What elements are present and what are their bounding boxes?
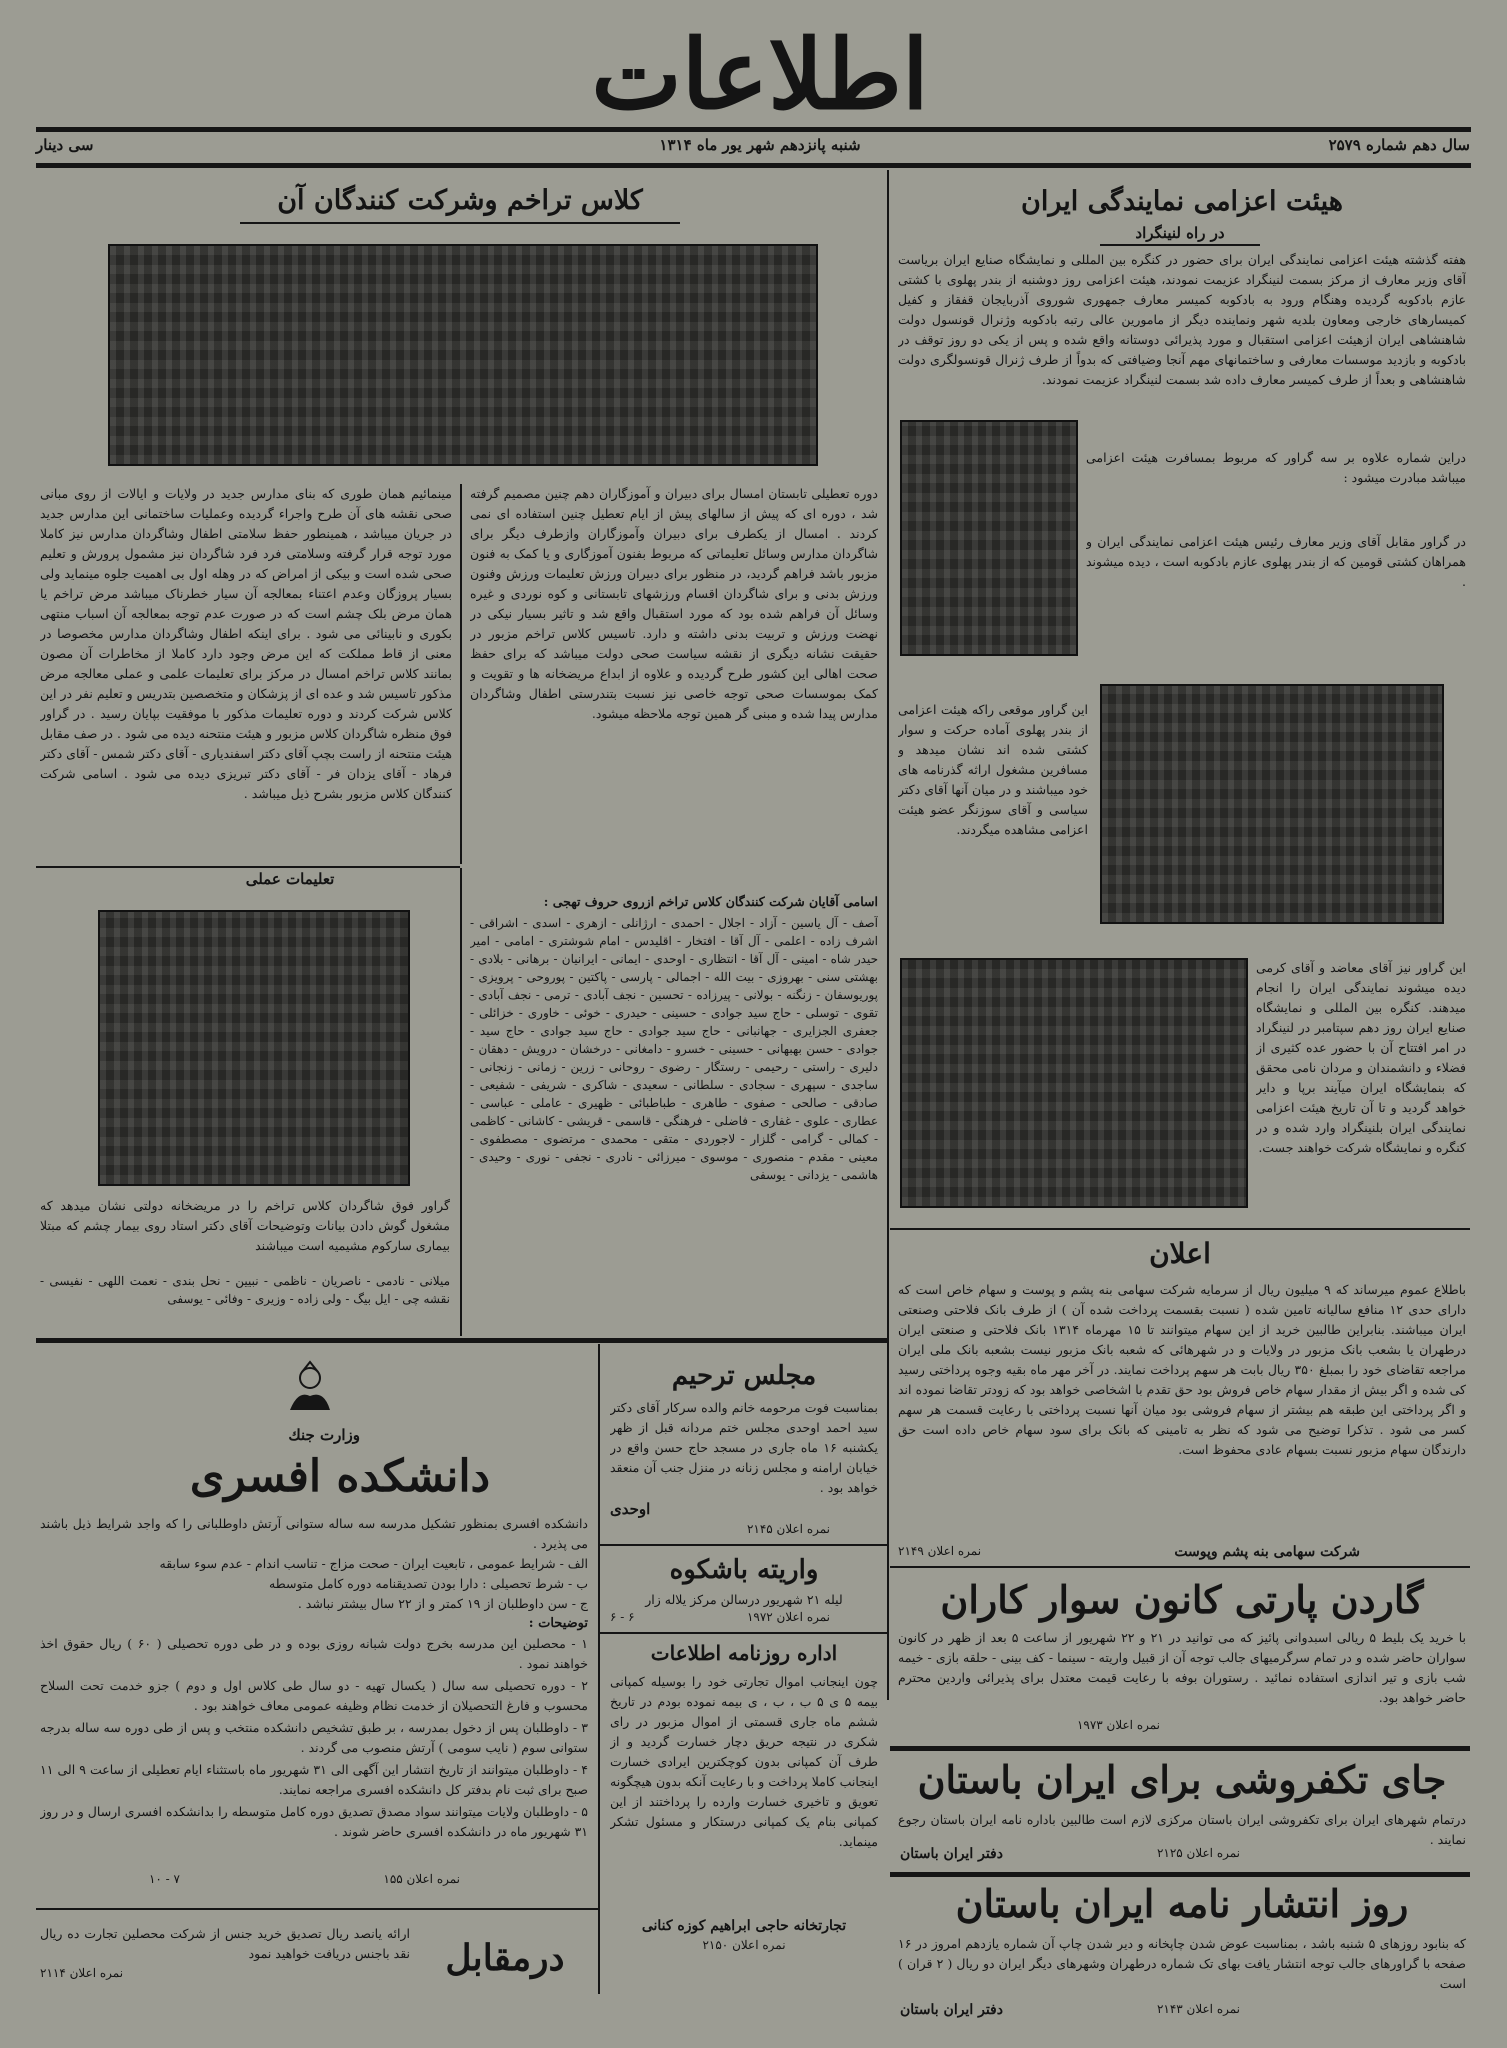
admin-title: اداره روزنامه اطلاعات [650,1641,838,1665]
delegation-officials-photo [900,958,1248,1208]
admin-number: نمره اعلان ۲۱۵۰ [702,1938,786,1952]
garden-body: با خرید یک بلیط ۵ ریالی اسبدوانی پائیز که می توانید در ۲۱ و ۲۲ شهریور از ساعت ۵ بعد از ظهر در کانون سواران حاضر شده و در تمام سرگرمیهای جالب توجه آن از قبیل واریته - سینما - کف بینی - حلقه بازی - خیمه شب بازی و تیر اندازی استفاده نمائید . رستوران بوفه با رعایت قیمت معتدل برای پذیرائی واردین محترم حاضر خواهد بود. [898,1630,1466,1705]
delegation-subhead: در راه لنینگراد [1100,222,1260,246]
participant-names-tail: میلانی - نادمی - ناصریان - ناظمی - نبیین - نحل بندی - نعمت اللهی - نفیسی - نقشه چی - ایل بیگ - ولی زاده - وزیری - وفائی - یوسفی [40,1274,450,1306]
names-intro: اسامی آقایان شرکت کنندگان کلاس تراخم ازروی حروف تهجی : [543,894,878,909]
garden-number: نمره اعلان ۱۹۷۳ [1076,1718,1160,1732]
class-col-left: مینمائیم همان طوری که بنای مدارس جدید در ولایات و ایالات از روی مبانی صحی نقشه های آن طرح واجراء گردیده وعملیات ساختمانی این مدارس جدید در جریان میباشد ، همینطور حفظ سلامتی اطفال وشاگردان مدارس نیز کاملا مورد توجه قرار گرفته وسلامتی فرد فرد شاگردان نیز مشمول پرورش و تعلیم صحی شده است و بیکی از امراض که در وهله اول بی اهمیت جلوه مینماید ولی بسیار پروزگان وعدم اعتناء بمعالجه آن سیار خطرناک میباشد مرض تراخم یا همان مرض بلک چشم است که در صورت عدم توجه بمعالجه آن اسباب منتهی بکوری و نابینائی می شود . برای اینکه اطفال وشاگردان مدارس مخصوصا در معنی از قاط مملکت که این مرض وجود دارد کاملا از مخاطرات آن مصون بمانند کلاس تراخم امسال در مرکز برای تعلیمات علمی و عملی معالجه مرض مذکور تاسیس شد و عده ای از پزشکان و متخصصین بتدریس و تعلیم نفر در این کلاس شرکت کردند و دوره تعلیمات مذکور با موفقیت بپایان رسید . در گراور فوق منظره شاگردان کلاس مزبور و هیئت منتحنه دیده می شود . در صف مقابل هیئت منتحنه از راست بچپ آقای دکتر اسفندیاری - آقای دکتر شمس - آقای دکتر فرهاد - آقای یزدان فر - آقای دکتر تبریزی دیده می شود . اسامی شرکت کنندگان کلاس مزبور بشرح ذیل میباشد . [40,486,452,801]
war-notes-title: توضیحات : [528,1616,588,1631]
variety-title: واریته باشکوه [669,1555,819,1585]
publish-office: دفتر ایران باستان [900,2002,1003,2018]
war-note-3: ۳ - داوطلبان پس از دخول بمدرسه ، بر طبق تشخیص دانشکده منتخب و پس از طی دوره سه ساله بدرجه ستوانی سوم ( نایب سومی ) آرتش منصوب می گردند . [40,1720,588,1755]
mourning-title: مجلس ترحیم [671,1361,817,1391]
class-column-divider [460,484,462,864]
notice-body: باطلاع عموم میرساند که ۹ میلیون ریال از سرمایه شرکت سهامی بنه پشم و پوست و سهام خاص است که دارای حدی ۱۲ منافع سالیانه تامین شده ( نسبت بقسمت پرداخت شده آن ) از طرف بانک فلاحتی وصنعتی ایران میباشند. بنابراین طالبین خرید از این سهام میتوانند تا ۱۵ مهرماه ۱۳۱۴ بانک فلاحتی و صنعتی ایران درطهران یا بشعب بانک مزبور در ولایات و در شهرهائی که شعبه بانک مزبور نیست بشعبه بانک ملی ایران مراجعه تقاضای خود را بمبلغ ۳۵۰ ریال بابت هر سهم پرداخت نمایند. در آخر مهر ماه بقیه وجوه پرداختی رسید کی شده و اگر بیش از مقدار سهام خاص فروش بود حق تقدم با اشخاصی خواهد بود که زودتر تقاضا نموده اند و اگر پرداختی این طبقه هم بیشتر از سهام فروشی بود میان آنها نسبت پرداختی با رعایت قسمت هر سهم کسر می شود . تذکرا توضیح می شود که نظر به تامینی که بانک برای سود سهام خاص داده است حق دارندگان سهام مزبور نسبت بسهام عادی محفوظ است. [898,1282,1466,1457]
bottom-section-rule [36,1338,887,1343]
delegation-headline: هیئت اعزامی نمایندگی ایران [1020,186,1343,217]
masthead-title: اطلاعات [591,18,929,131]
practical-caption: گراور فوق شاگردان کلاس تراخم را در مریضخانه دولتی نشان میدهد که مشغول گوش دادن بیانات وتوضیحات آقای دکتر استاد روی بیمار چشم که مبتلا بیماری سارکوم مشیمیه است میباشند [40,1198,450,1253]
shop-number: نمره اعلان ۲۱۲۵ [1156,1846,1240,1860]
masthead-rule-top [36,127,1471,132]
admin-rule [600,1632,887,1634]
publish-title: روز انتشار نامه ایران باستان [955,1881,1409,1926]
notice-number: نمره اعلان ۲۱۴۹ [898,1544,982,1558]
opposite-rule [36,1908,598,1910]
war-note-4: ۴ - داوطلبان میتوانند از تاریخ انتشار این آگهی الی ۳۱ شهریور ماه باستثناء ایام تعطیلی از ساعت ۹ الی ۱۱ صبح برای ثبت نام بدفتر کل دانشکده افسری مراجعه نمایند. [40,1762,588,1797]
delegation-caption-2: این گراور موقعی راکه هیئت اعزامی از بندر پهلوی آماده حرکت و سوار کشتی شده اند نشان میدهد و مسافرین مشغول اراثه گذرنامه های خود میباشند و در میان آنها آقای دکتر سیاسی و آقای سوزنگر عضو هیئت اعزامی مشاهده میگردند. [898,702,1088,837]
war-intro: دانشکده افسری بمنظور تشکیل مدرسه سه ساله ستوانی آرتش داوطلبانی را که واجد شرایط ذیل باشند می پذیرد . [40,1516,588,1551]
admin-body: چون اینجانب اموال تجارتی خود را بوسیله کمپانی بیمه ۵ ی ۵ ب ، ب ، ی بیمه نموده بودم در تاریخ ششم ماه جاری قسمتی از اموال مزبور در رای شکری در نتیجه حریق دچار خسارت گردید و از طرف آن کمپانی بدون کوچکترین ایرادی خسارت اینجانب کاملا پرداخت و با رعایت آنکه بدون هیچگونه تعویق و تاخیری خسارت وارده را پرداختند از این کمپانی بنام یک کمپانی درستکار و مسئول تشکر مینماید. [610,1674,878,1849]
delegation-photo-note: دراین شماره علاوه بر سه گراور که مربوط بمسافرت هیئت اعزامی میباشد مبادرت میشود : [1086,450,1466,485]
practical-title: تعلیمات عملی [245,870,335,888]
garden-title: گاردن پارتی کانون سوار کاران [940,1577,1424,1622]
shop-rule [890,1746,1470,1751]
garden-rule [890,1566,1470,1568]
variety-rule [600,1544,887,1546]
war-item-c: ج - سن داوطلبان از ۱۹ کمتر و از ۲۲ سال بیشتر نباشد . [297,1596,588,1611]
class-col-right: دوره تعطیلی تابستان امسال برای دبیران و آموزگاران دهم چنین مصمیم گرفته شد ، دوره ای که پیش از سالهای پیش از ایام تعطیل چنین استفاده ای نمی کردند . امسال از یکطرف برای دبیران وآموزگاران وازطرف دیگر برای شاگردان مدارس وسائل تعلیماتی که مربوط بفنون آموزگاری و یا کمک به فنون مزبور باشد فراهم گردید، در منظور برای دبیران ورزش تعلیمات ورزش وفنون ورزش بدنی و برای شاگردان اقسام ورزشهای تابستانی و کوه نوردی و غیره وسائل آن فراهم شده بود که مورد استقبال واقع شد و تاثیر بسیار نیکی در نهضت ورزش و تربیت بدنی داشته و دارد. تاسیس کلاس تراخم مزبور در حقیقت نشانه دیگری از نقشه سیاست صحی دولت میباشد که برای حفظ صحت اهالی این کشور طرح گردیده و علاوه از ابداع مریضخانه ها و تقویت و کمک بموسسات صحی توجه خاصی نیز نسبت بتندرستی اطفال وشاگردان مدارس پیدا شده و مبنی گر همین توجه ملاحظه میشود. [470,486,878,721]
war-title: دانشکده افسری [189,1451,491,1502]
war-note-2: ۲ - دوره تحصیلی سه سال ( یکسال تهیه - دو سال طی کلاس اول و دوم ) جزو خدمت تحت السلاح محسوب و فارغ التحصیلان از خدمت نظام وظیفه عمومی معاف خواهند بود . [40,1678,588,1713]
issue-date: شنبه پانزدهم شهر یور ماه ۱۳۱۴ [659,136,861,154]
war-item-b: ب - شرط تحصیلی : دارا بودن تصدیقنامه دوره کامل متوسطه [269,1576,588,1591]
class-group-photo [108,244,818,466]
publish-number: نمره اعلان ۲۱۴۳ [1156,2002,1240,2016]
column-divider-main [887,170,889,1700]
opposite-title: درمقابل [445,1937,565,1979]
variety-code: ۶ - ۶ [610,1610,635,1624]
shop-title: جای تکفروشی برای ایران باستان [917,1757,1447,1802]
admin-sign: تجارتخانه حاجی ابراهیم کوزه کنانی [641,1918,847,1934]
delegation-body: هفته گذشته هیئت اعزامی نمایندگی ایران برای حضور در کنگره بین المللی و نمایشگاه صنایع ایران بریاست آقای وزیر معارف از مرکز بسمت لنینگراد عزیمت نمودند، هیئت اعزامی روز دوشنبه از بندر پهلوی با کشتی عازم بادکوبه گردیده وهنگام ورود به بادکوبه کمیسر معارف جمهوری شوروی آذربایجان قفقاز و کفیل کمیسارهای خارجی ومعاون بلدیه شهر ونماینده دیگر از مامورین عالی رتبه بادکوبه وژنرال قونسول دولت شاهنشاهی ایران ازهیئت اعزامی استقبال و مورد پذیرائی دوستانه واقع شده و پس از یکی دو روز توقف در بادکوبه و بازدید موسسات معارفی و ساختمانهای مهم آنجا وضیافتی که بدواً از طرف ژنرال قونسولگری دولت شاهنشاهی و بعداً از طرف کمیسر معارف داده شد بسمت لنینگراد عزیمت نمودند. [898,252,1466,387]
war-item-a: الف - شرایط عمومی ، تابعیت ایران - صحت مزاج - تناسب اندام - عدم سوء سابقه [159,1556,588,1571]
practical-photo [98,910,410,1186]
class-headline: کلاس تراخم وشرکت کنندگان آن [240,180,680,224]
war-number: نمره اعلان ۱۵۵ [383,1872,460,1886]
delegation-caption-3: این گراور نیز آقای معاضد و آقای کرمی دیده میشوند نمایندگی ایران را انجام میدهند. کنگره بین المللی و نمایشگاه صنایع ایران روز دهم سپتامبر در لنینگراد در امر افتتاح آن با حضور عده کثیری از فضلاء و دانشمندان و مردان نامی محقق که بنمایشگاه ایران میآیند برپا و دایر خواهد گردید و تا آن تاریخ هیئت اعزامی نمایندگی ایران بلنینگراد وارد شده و در کنگره و نمایشگاه شرکت خواهند جست. [1256,960,1466,1155]
issue-price: سی دینار [36,136,94,154]
issue-number: سال دهم شماره ۲۵۷۹ [1328,136,1470,154]
lion-and-sun-emblem [280,1360,340,1422]
notice-rule [890,1228,1470,1230]
war-code: ۷ - ۱۰ [148,1872,180,1886]
delegation-ship-photo [900,420,1078,656]
masthead-rule-bottom [36,163,1471,168]
names-divider [460,868,462,1336]
war-ministry-name: وزارت جنك [288,1426,360,1444]
variety-body: لیله ۲۱ شهریور درسالن مرکز یلاله زار [645,1592,843,1607]
notice-title: اعلان [1149,1237,1211,1270]
shop-body: درتمام شهرهای ایران برای تکفروشی ایران باستان مرکزی لازم است طالبین باداره نامه ایران باستان رجوع نمایند . [898,1812,1466,1847]
opposite-number: نمره اعلان ۲۱۱۴ [40,1966,124,1980]
publish-body: که بنابود روزهای ۵ شنبه باشد ، بمناسبت عوض شدن چاپخانه و دیر شدن چاپ آن شماره یازدهم امروز در ۱۶ صفحه با گراورهای جالب توجه انتشار یافت بهای تک شماره درطهران وشهرهای دیگر ایران دو ریال ( ۲ قران ) است [898,1936,1466,1991]
delegation-passengers-photo [1100,684,1444,924]
variety-number: نمره اعلان ۱۹۷۲ [746,1610,830,1624]
mourning-sign: اوحدی [610,1500,651,1518]
delegation-caption-1: در گراور مقابل آقای وزیر معارف رئیس هیئت اعزامی نمایندگی ایران و همراهان کشتی قومین که از بندر پهلوی عازم بادکوبه است ، دیده میشوند . [1086,534,1466,589]
war-note-1: ۱ - محصلین این مدرسه بخرج دولت شبانه روزی بوده و در طی دوره تحصیلی ( ۶۰ ) ریال حقوق اخذ خواهند نمود . [40,1636,588,1671]
opposite-body: ارائه یانصد ریال تصدیق خرید جنس از شرکت محصلین تجارت ده ریال نقد باجنس دریافت خواهید نمود [40,1926,410,1961]
notice-signature: شرکت سهامی بنه پشم وپوست [1174,1544,1360,1560]
war-note-5: ۵ - داوطلبان ولایات میتوانند سواد مصدق تصدیق دوره کامل متوسطه را بدانشکده افسری ارسال و در روز ۳۱ شهریور ماه در دانشکده افسری حاضر شوند . [40,1804,588,1839]
mourning-number: نمره اعلان ۲۱۴۵ [746,1522,830,1536]
mourning-body: بمناسبت فوت مرحومه خانم والده سرکار آقای دکتر سید احمد اوحدی مجلس ختم مردانه قبل از ظهر یکشنبه ۱۶ ماه جاری در مسجد حاج حسن واقع در خیابان ارامنه و مجلس زنانه در منزل جنب آن منعقد خواهد بود . [610,1400,878,1495]
war-mourning-divider [598,1344,600,1994]
participant-names: آصف - آل یاسین - آزاد - اجلال - احمدی - ارژانلی - ازهری - اسدی - اشراقی - اشرف زاده - اعلمی - آل آقا - افتخار - اقلیدس - امام شوشتری - امامی - امیر حیدر شاه - امینی - آل آقا - انتظاری - اوحدی - ایمانی - ایرانیان - برهانی - بلادی - بهشتی سنی - بهروزی - بیت الله - اجمالی - پارسی - پاکتین - پوروحی - پرویزی - پوریوسفان - زنگنه - بولانی - پیرزاده - تحسین - نجف آبادی - ترمی - نجف آبادی - تقوی - توسلی - حاج سید جوادی - حسینی - حیدری - خوئی - خاوری - خزائلی - جعفری الجزایری - جهانبانی - حاج سید جوادی - حاج سید جوادی - حاج سید - جوادی - حسن بهبهانی - حسینی - خسرو - دامغانی - درخشان - درویش - دهقان - دلیری - راستی - رحیمی - رستگار - رضوی - روحانی - زرین - زمانی - زنجانی - ساجدی - سپهری - سجادی - سلطانی - سعیدی - شاکری - شریفی - شفیعی - صادقی - صالحی - صفوی - طاهری - طباطبائی - ظهیری - عاملی - عباسی - عطاری - علوی - غفاری - فاضلی - فرهنگی - قاسمی - قریشی - کاشانی - کاظمی - کمالی - گرامی - گلزار - لاجوردی - متقی - محمدی - مرتضوی - مصطفوی - معینی - مقدم - منصوری - موسوی - میرزائی - نادری - نجفی - نوری - وحیدی - هاشمی - یزدانی - یوسفی [470,916,878,1182]
shop-office: دفتر ایران باستان [900,1846,1003,1862]
